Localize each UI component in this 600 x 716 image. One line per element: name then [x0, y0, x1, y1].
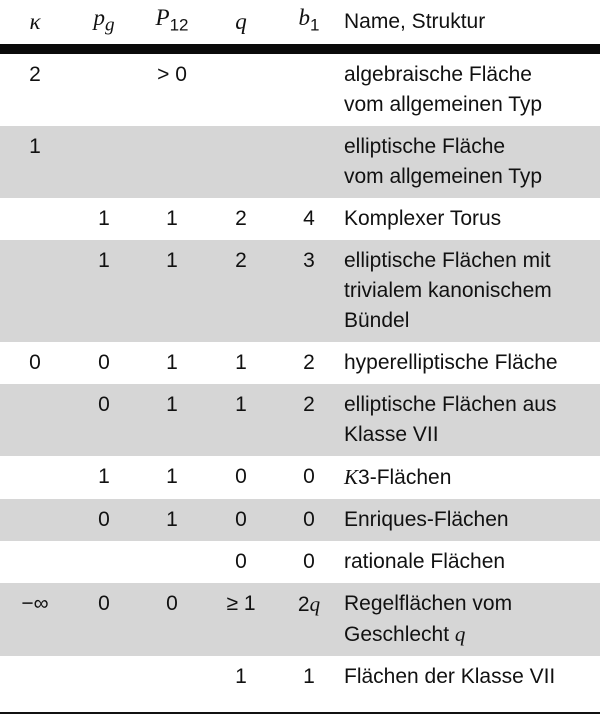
name-line: Bündel: [344, 309, 410, 332]
cell-kappa: [0, 198, 70, 240]
header-kappa-label: κ: [29, 9, 41, 34]
cell-name: [342, 240, 600, 342]
table-row: [0, 198, 600, 240]
name-line: K3-Flächen: [344, 465, 452, 489]
table-row: [0, 240, 600, 342]
cell-pg: 0: [70, 499, 138, 541]
cell-pg: [70, 541, 138, 583]
cell-pg: 0: [98, 351, 110, 374]
cell-q: 2: [235, 207, 247, 230]
cell-p12: 1: [166, 465, 178, 488]
cell-p12: 1: [138, 499, 206, 541]
cell-q: [206, 54, 276, 126]
cell-p12: 1: [138, 384, 206, 456]
cell-kappa: [0, 499, 70, 541]
header-q: [206, 0, 276, 44]
name-line: elliptische Fläche: [344, 135, 506, 158]
name-line: elliptische Flächen aus: [344, 393, 557, 416]
cell-pg: [70, 656, 138, 698]
bottom-rule: [0, 712, 600, 714]
name-line: Geschlecht q: [344, 622, 466, 646]
cell-name: [342, 583, 600, 656]
cell-name: [342, 384, 600, 456]
table-row: [0, 342, 600, 384]
cell-kappa: [0, 384, 70, 456]
cell-q: ≥ 1: [206, 583, 276, 656]
table-row: [0, 499, 600, 541]
header-b1: [276, 0, 342, 44]
header-p12-label: P: [155, 5, 170, 31]
cell-b1: 0: [303, 465, 315, 488]
name-line: trivialem kanonischem: [344, 279, 552, 302]
header-pg: [70, 0, 138, 44]
cell-name: [342, 126, 600, 198]
header-b1-subscript: 1: [310, 15, 320, 35]
cell-q: 0: [235, 550, 247, 573]
cell-kappa: 0: [29, 351, 41, 374]
cell-p12: 1: [138, 240, 206, 342]
cell-kappa: [0, 240, 70, 342]
cell-pg: 0: [70, 583, 138, 656]
cell-pg: 1: [98, 207, 110, 230]
header-q-label: q: [235, 9, 247, 34]
name-line: algebraische Fläche: [344, 63, 532, 86]
cell-name: [342, 499, 600, 541]
cell-kappa: [0, 541, 70, 583]
header-p12: [138, 0, 206, 44]
header-kappa: [0, 0, 70, 44]
cell-name: [342, 198, 600, 240]
cell-p12: [138, 541, 206, 583]
cell-b1: [276, 126, 342, 198]
table-row: [0, 583, 600, 656]
header-pg-label: p: [93, 5, 105, 31]
header-rule: [0, 44, 600, 54]
name-line: Regelflächen vom: [344, 592, 513, 615]
cell-name: [342, 456, 600, 499]
cell-kappa: 1: [0, 126, 70, 198]
cell-q: 2: [206, 240, 276, 342]
cell-b1: 1: [303, 665, 315, 688]
name-line: Enriques-Flächen: [344, 508, 509, 531]
cell-p12: 0: [138, 583, 206, 656]
cell-kappa: −∞: [0, 583, 70, 656]
cell-p12: [138, 656, 206, 698]
cell-q: 0: [206, 499, 276, 541]
cell-q: 1: [235, 351, 247, 374]
cell-kappa: [0, 456, 70, 499]
name-line: Klasse VII: [344, 423, 439, 446]
table-body: [0, 54, 600, 698]
name-line: vom allgemeinen Typ: [344, 93, 543, 116]
cell-p12: 1: [166, 207, 178, 230]
cell-pg: [70, 54, 138, 126]
cell-pg: 1: [70, 240, 138, 342]
cell-b1: 0: [303, 550, 315, 573]
cell-pg: 1: [98, 465, 110, 488]
table-row: [0, 54, 600, 126]
header-name: [342, 0, 600, 44]
name-line: Komplexer Torus: [344, 207, 502, 230]
cell-q: 1: [206, 384, 276, 456]
cell-b1: 2q: [276, 583, 342, 656]
name-line: rationale Flächen: [344, 550, 506, 573]
cell-p12: [138, 126, 206, 198]
table-row: [0, 126, 600, 198]
cell-b1: 2: [303, 351, 315, 374]
table-header: [0, 0, 600, 54]
cell-name: [342, 54, 600, 126]
table-row: [0, 384, 600, 456]
cell-pg: [70, 126, 138, 198]
header-pg-subscript: g: [104, 14, 115, 36]
cell-p12: > 0: [157, 63, 187, 86]
cell-kappa: 2: [29, 63, 41, 86]
table-row: [0, 541, 600, 583]
table-row: [0, 456, 600, 499]
header-p12-subscript: 12: [169, 15, 189, 35]
cell-q: 1: [235, 665, 247, 688]
cell-q: [206, 126, 276, 198]
cell-b1: 0: [276, 499, 342, 541]
cell-p12: 1: [166, 351, 178, 374]
name-line: vom allgemeinen Typ: [344, 165, 543, 188]
cell-b1: 4: [303, 207, 315, 230]
header-b1-label: b: [298, 5, 311, 31]
cell-name: [342, 541, 600, 583]
cell-q: 0: [235, 465, 247, 488]
cell-b1: [276, 54, 342, 126]
header-name-label: Name, Struktur: [344, 10, 486, 33]
table-row: [0, 656, 600, 698]
name-line: hyperelliptische Fläche: [344, 351, 558, 374]
name-line: Flächen der Klasse VII: [344, 665, 556, 688]
cell-b1: 2: [276, 384, 342, 456]
name-line: elliptische Flächen mit: [344, 249, 551, 272]
cell-kappa: [0, 656, 70, 698]
cell-name: [342, 342, 600, 384]
cell-pg: 0: [70, 384, 138, 456]
cell-name: [342, 656, 600, 698]
cell-b1: 3: [276, 240, 342, 342]
